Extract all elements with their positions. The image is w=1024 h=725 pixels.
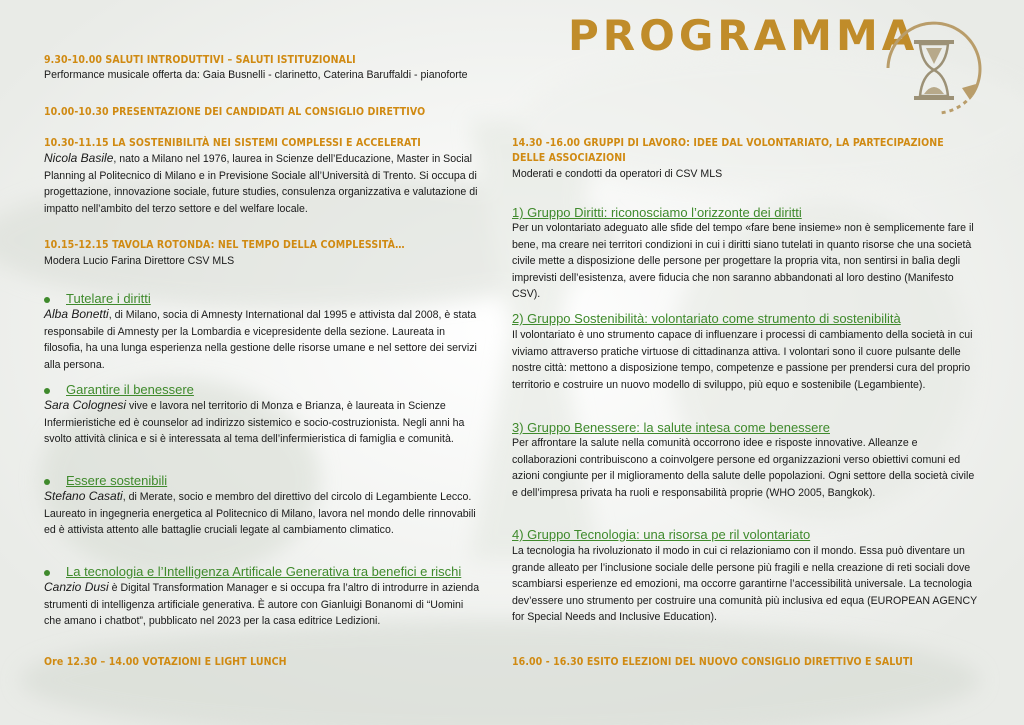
group-description: Per un volontariato adeguato alle sfide del tempo «fare bene insieme» non è semplicemente fare il bene, ma creare nei territori condizioni in cui i diritti siano tutelati in quanto risorse che una società civile mette a disposizione delle persone per progettare la propria vita, non sentirsi in balìa degli imprevisti dell’esistenza, avere fiducia che non saranno abbandonati al loro destino (Manifesto CSV). — [512, 222, 974, 301]
speaker-bio — [44, 150, 482, 217]
session-heading: 10.00-10.30 PRESENTAZIONE DEI CANDIDATI AL CONSIGLIO DIRETTIVO — [44, 105, 426, 118]
hourglass-icon — [878, 18, 990, 118]
group-title: 2) Gruppo Sostenibilità: volontariato come strumento di sostenibilità — [512, 311, 901, 326]
session-text: Moderati e condotti da operatori di CSV MLS — [512, 168, 723, 180]
bullet-icon — [44, 388, 50, 394]
session-heading: 10.15-12.15 TAVOLA ROTONDA: NEL TEMPO DELLA COMPLESSITÀ… — [44, 238, 405, 251]
speaker-bio-text: è Digital Transformation Manager e si occupa fra l’altro di introdurre in azienda strumenti di intelligenza artificiale generativa. È autore con Gianluigi Bonanomi di “Uomini che amano i chatbot”, pubblicato nel 2023 per la casa editrice Ledizioni. — [44, 582, 480, 628]
speaker-bio — [44, 488, 482, 539]
session-text: Performance musicale offerta da: Gaia Busnelli - clarinetto, Caterina Baruffaldi - pianoforte — [44, 69, 468, 81]
bullet-icon — [44, 479, 50, 485]
session-text: Modera Lucio Farina Direttore CSV MLS — [44, 255, 235, 267]
round-table-topic: Garantire il benessere — [66, 382, 194, 397]
speaker-name: Nicola Basile — [44, 151, 114, 165]
session-heading: 9.30-10.00 SALUTI INTRODUTTIVI – SALUTI ISTITUZIONALI — [44, 53, 356, 66]
group-title: 4) Gruppo Tecnologia: una risorsa pe ril volontariato — [512, 527, 811, 542]
speaker-bio — [44, 397, 482, 448]
speaker-name: Stefano Casati — [44, 489, 123, 503]
speaker-name: Sara Colognesi — [44, 398, 127, 412]
group-description: Il volontariato è uno strumento capace di influenzare i processi di cambiamento della società in cui viviamo attraverso pratiche virtuose di cittadinanza attiva. I volontari sono il cuore pulsante delle nostre città: mettono a disposizione tempo, competenze e passione per prendersi cura del proprio territorio e costruire un nuovo modello di sviluppo, più equo e sostenibile (Legambiente). — [512, 329, 973, 391]
speaker-bio-text: , nato a Milano nel 1976, laurea in Scienze dell’Educazione, Master in Social Planning al Politecnico di Milano e in Previsione Sociale all’Università di Trento. Si occupa di progettazione, innovazione sociale, future studies, consulenza organizzativa e valutazione di impatto nell’ambito del terzo settore e del welfare locale. — [44, 153, 478, 215]
speaker-bio-text: , di Milano, socia di Amnesty International dal 1995 e attivista dal 2008, è stata responsabile di Amnesty per la Lombardia e vicepresidente della sezione. Laureata in filosofia, ha una lunga esperienza nella gestione delle risorse umane e nel settore dei servizi alla persona. — [44, 309, 477, 371]
round-table-topic: Essere sostenibili — [66, 473, 168, 488]
page-title: PROGRAMMA — [568, 11, 919, 60]
speaker-bio-text: , di Merate, socio e membro del direttivo del circolo di Legambiente Lecco. Laureato in ingegneria energetica al Politecnico di Milano, lavora nel mondo delle rinnovabili ed è attivista attento alle battaglie cruciali legate al cambiamento climatico. — [44, 491, 476, 537]
round-table-topic: La tecnologia e l’Intelligenza Artificale Generativa tra benefici e rischi — [66, 564, 462, 579]
group-title: 1) Gruppo Diritti: riconosciamo l’orizzonte dei diritti — [512, 205, 802, 220]
bullet-icon — [44, 570, 50, 576]
session-heading: 10.30-11.15 LA SOSTENIBILITÀ NEI SISTEMI COMPLESSI E ACCELERATI — [44, 136, 421, 149]
session-heading: 14.30 -16.00 GRUPPI DI LAVORO: IDEE DAL VOLONTARIATO, LA PARTECIPAZIONE DELLE ASSOCIAZIONI — [512, 136, 944, 164]
group-description: La tecnologia ha rivoluzionato il modo in cui ci relazioniamo con il mondo. Essa può diventare un grande alleato per l’inclusione sociale delle persone più fragili e nella creazione di reti sociali dove scambiarsi esperienze ed emozioni, ma occorre garantirne l’accessibilità universale. La tecnologia dev’essere uno strumento per costruire una comunità più inclusiva ed equa (EUROPEAN AGENCY for Special Needs and Inclusive Education). — [512, 545, 977, 624]
group-title: 3) Gruppo Benessere: la salute intesa come benessere — [512, 420, 830, 435]
group-description: Per affrontare la salute nella comunità occorrono idee e risposte innovative. Alleanze e collaborazioni contribuiscono a coinvolgere persone ed organizzazioni verso obiettivi comuni ed azioni congiunte per il miglioramento della salute delle popolazioni. Ogni settore della società civile e dell’impresa privata ha ruoli e responsabilità proprie (WHO 2005, Bangkok). — [512, 437, 975, 499]
speaker-bio-text: vive e lavora nel territorio di Monza e Brianza, è laureata in Scienze Infermieristiche ed è counselor ad indirizzo sistemico e socio-costruzionista. Negli anni ha svolto attività clinica e si è interessata al tema dell’infermieristica di famiglia e comunità. — [44, 400, 465, 446]
round-table-topic: Tutelare i diritti — [66, 291, 151, 306]
speaker-name: Alba Bonetti — [44, 307, 109, 321]
session-heading: Ore 12.30 – 14.00 VOTAZIONI E LIGHT LUNCH — [44, 655, 287, 668]
speaker-bio — [44, 306, 482, 373]
session-heading: 16.00 - 16.30 ESITO ELEZIONI DEL NUOVO CONSIGLIO DIRETTIVO E SALUTI — [512, 655, 913, 668]
speaker-bio — [44, 579, 482, 630]
speaker-name: Canzio Dusi — [44, 580, 109, 594]
bullet-icon — [44, 297, 50, 303]
